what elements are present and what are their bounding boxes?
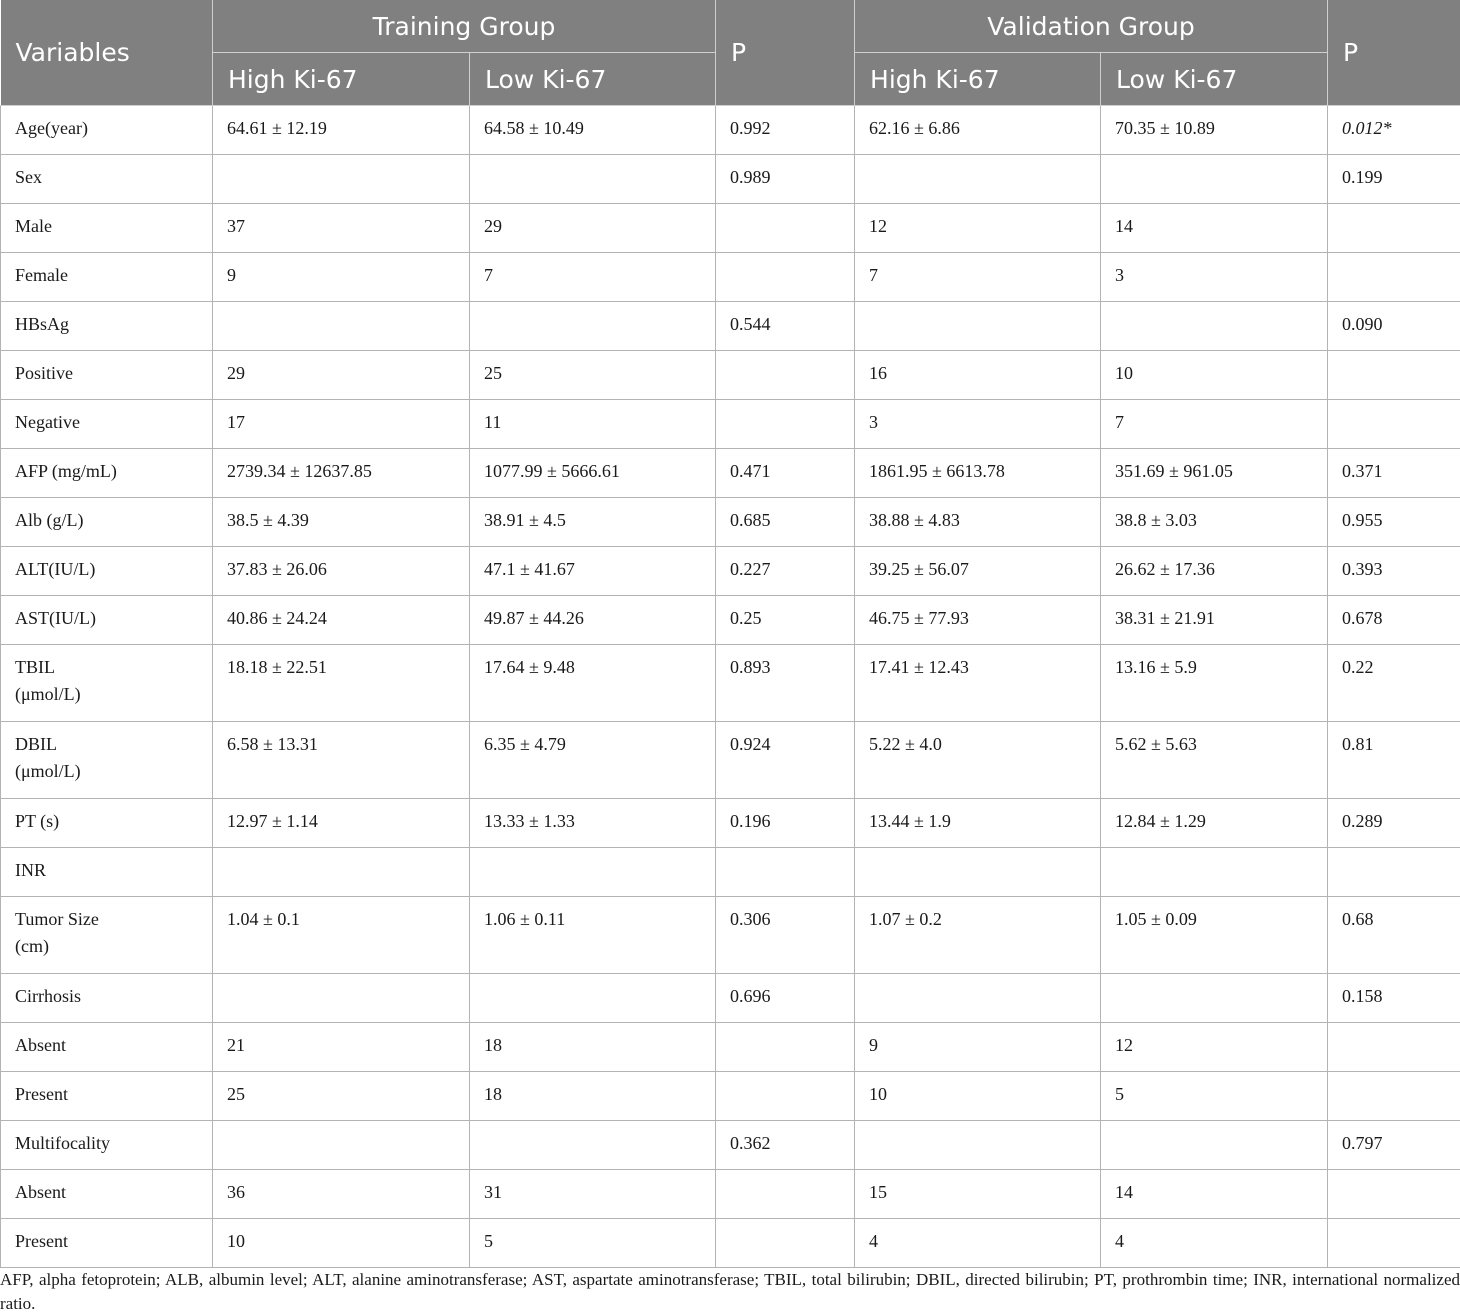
table-body: [1, 106, 1460, 1268]
variable-label-line1: TBIL: [15, 657, 55, 677]
header-p-training: P: [716, 0, 855, 106]
training-p-cell: 0.544: [716, 302, 855, 351]
training-low-cell: 7: [470, 253, 716, 302]
validation-p-cell: 0.199: [1328, 155, 1460, 204]
variable-cell: Sex: [1, 155, 213, 204]
training-p-cell: 0.227: [716, 547, 855, 596]
validation-high-cell: [855, 155, 1101, 204]
variable-cell: Absent: [1, 1170, 213, 1219]
table-row: [1, 848, 1460, 897]
table-row: [1, 155, 1460, 204]
training-high-cell: 12.97 ± 1.14: [213, 799, 470, 848]
training-p-cell: 0.471: [716, 449, 855, 498]
validation-p-cell: [1328, 204, 1460, 253]
training-p-cell: 0.306: [716, 897, 855, 974]
training-high-cell: 64.61 ± 12.19: [213, 106, 470, 155]
validation-p-cell: [1328, 1219, 1460, 1268]
header-training-group: Training Group: [213, 0, 716, 53]
validation-high-cell: 62.16 ± 6.86: [855, 106, 1101, 155]
validation-p-cell: 0.090: [1328, 302, 1460, 351]
training-p-cell: 0.696: [716, 974, 855, 1023]
training-high-cell: 10: [213, 1219, 470, 1268]
training-p-cell: [716, 1170, 855, 1219]
training-p-cell: 0.989: [716, 155, 855, 204]
training-high-cell: 37.83 ± 26.06: [213, 547, 470, 596]
training-low-cell: 5: [470, 1219, 716, 1268]
variable-cell: Alb (g/L): [1, 498, 213, 547]
validation-high-cell: 7: [855, 253, 1101, 302]
table-row: [1, 106, 1460, 155]
training-low-cell: 47.1 ± 41.67: [470, 547, 716, 596]
training-high-cell: [213, 302, 470, 351]
variable-cell: ALT(IU/L): [1, 547, 213, 596]
training-low-cell: 64.58 ± 10.49: [470, 106, 716, 155]
validation-p-cell: [1328, 1170, 1460, 1219]
validation-p-cell: 0.955: [1328, 498, 1460, 547]
validation-p-cell: 0.158: [1328, 974, 1460, 1023]
validation-p-cell: 0.22: [1328, 645, 1460, 722]
training-low-cell: 11: [470, 400, 716, 449]
validation-high-cell: 1.07 ± 0.2: [855, 897, 1101, 974]
table-row: [1, 400, 1460, 449]
validation-high-cell: 10: [855, 1072, 1101, 1121]
validation-p-cell: 0.678: [1328, 596, 1460, 645]
validation-high-cell: 16: [855, 351, 1101, 400]
variable-cell: HBsAg: [1, 302, 213, 351]
variable-cell: Female: [1, 253, 213, 302]
header-validation-group: Validation Group: [855, 0, 1328, 53]
training-low-cell: 17.64 ± 9.48: [470, 645, 716, 722]
validation-low-cell: 7: [1101, 400, 1328, 449]
variable-cell: AFP (mg/mL): [1, 449, 213, 498]
validation-low-cell: [1101, 974, 1328, 1023]
training-low-cell: 1.06 ± 0.11: [470, 897, 716, 974]
training-low-cell: 18: [470, 1023, 716, 1072]
training-high-cell: 21: [213, 1023, 470, 1072]
table-row: [1, 974, 1460, 1023]
validation-low-cell: 70.35 ± 10.89: [1101, 106, 1328, 155]
table-row: [1, 799, 1460, 848]
validation-high-cell: [855, 302, 1101, 351]
training-low-cell: 31: [470, 1170, 716, 1219]
validation-high-cell: 3: [855, 400, 1101, 449]
training-high-cell: 17: [213, 400, 470, 449]
training-low-cell: 25: [470, 351, 716, 400]
training-low-cell: [470, 155, 716, 204]
variable-cell: Cirrhosis: [1, 974, 213, 1023]
training-high-cell: [213, 848, 470, 897]
validation-high-cell: 1861.95 ± 6613.78: [855, 449, 1101, 498]
table-row: [1, 1170, 1460, 1219]
validation-low-cell: 38.31 ± 21.91: [1101, 596, 1328, 645]
training-low-cell: 29: [470, 204, 716, 253]
validation-low-cell: 1.05 ± 0.09: [1101, 897, 1328, 974]
validation-p-cell: 0.797: [1328, 1121, 1460, 1170]
variable-cell: Absent: [1, 1023, 213, 1072]
validation-high-cell: 46.75 ± 77.93: [855, 596, 1101, 645]
table-row: [1, 596, 1460, 645]
training-high-cell: 1.04 ± 0.1: [213, 897, 470, 974]
validation-p-cell: [1328, 1023, 1460, 1072]
validation-p-cell: [1328, 400, 1460, 449]
table-row: [1, 449, 1460, 498]
training-high-cell: 6.58 ± 13.31: [213, 722, 470, 799]
header-validation-high: High Ki-67: [855, 53, 1101, 106]
table-row: [1, 645, 1460, 722]
variable-cell: Male: [1, 204, 213, 253]
table-footnote: AFP, alpha fetoprotein; ALB, albumin level; ALT, alanine aminotransferase; AST, aspartate aminotransferase; TBIL, total bilirubin; DBIL, directed bilirubin; PT, prothrombin time; INR, international normalized ratio.: [0, 1268, 1460, 1316]
training-p-cell: [716, 204, 855, 253]
validation-low-cell: 13.16 ± 5.9: [1101, 645, 1328, 722]
variable-cell: INR: [1, 848, 213, 897]
validation-high-cell: 17.41 ± 12.43: [855, 645, 1101, 722]
training-low-cell: [470, 848, 716, 897]
validation-high-cell: 39.25 ± 56.07: [855, 547, 1101, 596]
variable-cell: AST(IU/L): [1, 596, 213, 645]
training-high-cell: 29: [213, 351, 470, 400]
training-low-cell: [470, 1121, 716, 1170]
validation-low-cell: 4: [1101, 1219, 1328, 1268]
training-low-cell: 6.35 ± 4.79: [470, 722, 716, 799]
validation-p-cell: 0.371: [1328, 449, 1460, 498]
training-high-cell: 2739.34 ± 12637.85: [213, 449, 470, 498]
validation-low-cell: 14: [1101, 1170, 1328, 1219]
validation-low-cell: [1101, 848, 1328, 897]
validation-p-cell: [1328, 351, 1460, 400]
variable-cell: Present: [1, 1219, 213, 1268]
variable-label-line1: DBIL: [15, 734, 57, 754]
validation-low-cell: 14: [1101, 204, 1328, 253]
validation-low-cell: [1101, 1121, 1328, 1170]
validation-p-cell: 0.393: [1328, 547, 1460, 596]
validation-p-cell: [1328, 253, 1460, 302]
validation-low-cell: 12: [1101, 1023, 1328, 1072]
variable-cell: Age(year): [1, 106, 213, 155]
variable-cell: [1, 645, 213, 722]
validation-high-cell: [855, 1121, 1101, 1170]
training-p-cell: 0.25: [716, 596, 855, 645]
training-low-cell: 13.33 ± 1.33: [470, 799, 716, 848]
table-row: [1, 547, 1460, 596]
variable-cell: Multifocality: [1, 1121, 213, 1170]
header-training-high: High Ki-67: [213, 53, 470, 106]
validation-low-cell: 5.62 ± 5.63: [1101, 722, 1328, 799]
training-high-cell: [213, 1121, 470, 1170]
training-low-cell: [470, 302, 716, 351]
training-high-cell: 25: [213, 1072, 470, 1121]
header-validation-low: Low Ki-67: [1101, 53, 1328, 106]
table-row: [1, 253, 1460, 302]
validation-high-cell: 12: [855, 204, 1101, 253]
variable-cell: PT (s): [1, 799, 213, 848]
training-high-cell: 9: [213, 253, 470, 302]
header-training-low: Low Ki-67: [470, 53, 716, 106]
variable-label-line1: Tumor Size: [15, 909, 99, 929]
validation-p-cell: [1328, 1072, 1460, 1121]
validation-p-cell: 0.81: [1328, 722, 1460, 799]
training-low-cell: 49.87 ± 44.26: [470, 596, 716, 645]
training-p-cell: 0.893: [716, 645, 855, 722]
training-low-cell: [470, 974, 716, 1023]
variable-cell: [1, 722, 213, 799]
validation-low-cell: 12.84 ± 1.29: [1101, 799, 1328, 848]
validation-high-cell: 4: [855, 1219, 1101, 1268]
training-p-cell: 0.685: [716, 498, 855, 547]
training-high-cell: 36: [213, 1170, 470, 1219]
training-high-cell: 38.5 ± 4.39: [213, 498, 470, 547]
variable-label-line2: (μmol/L): [15, 761, 81, 781]
validation-low-cell: [1101, 155, 1328, 204]
validation-low-cell: 10: [1101, 351, 1328, 400]
training-p-cell: [716, 1072, 855, 1121]
training-high-cell: [213, 974, 470, 1023]
table-row: [1, 351, 1460, 400]
training-high-cell: [213, 155, 470, 204]
training-p-cell: 0.992: [716, 106, 855, 155]
validation-high-cell: 15: [855, 1170, 1101, 1219]
validation-high-cell: 13.44 ± 1.9: [855, 799, 1101, 848]
validation-p-cell: 0.289: [1328, 799, 1460, 848]
validation-low-cell: [1101, 302, 1328, 351]
validation-high-cell: 9: [855, 1023, 1101, 1072]
validation-low-cell: 351.69 ± 961.05: [1101, 449, 1328, 498]
validation-high-cell: [855, 974, 1101, 1023]
validation-p-cell: 0.68: [1328, 897, 1460, 974]
training-p-cell: 0.362: [716, 1121, 855, 1170]
training-high-cell: 37: [213, 204, 470, 253]
training-p-cell: [716, 351, 855, 400]
header-variables: Variables: [1, 0, 213, 106]
table-row: [1, 1072, 1460, 1121]
validation-p-cell: [1328, 848, 1460, 897]
training-high-cell: 18.18 ± 22.51: [213, 645, 470, 722]
variable-cell: Negative: [1, 400, 213, 449]
table-row: [1, 1121, 1460, 1170]
table-row: [1, 302, 1460, 351]
training-p-cell: [716, 1219, 855, 1268]
validation-high-cell: [855, 848, 1101, 897]
training-low-cell: 18: [470, 1072, 716, 1121]
table-row: [1, 1023, 1460, 1072]
training-p-cell: 0.196: [716, 799, 855, 848]
training-p-cell: [716, 848, 855, 897]
table-row: [1, 722, 1460, 799]
training-p-cell: 0.924: [716, 722, 855, 799]
validation-high-cell: 5.22 ± 4.0: [855, 722, 1101, 799]
table-row: [1, 897, 1460, 974]
table-row: [1, 1219, 1460, 1268]
header-p-validation: P: [1328, 0, 1460, 106]
training-p-cell: [716, 253, 855, 302]
variable-cell: [1, 897, 213, 974]
validation-low-cell: 3: [1101, 253, 1328, 302]
training-p-cell: [716, 1023, 855, 1072]
table-row: [1, 204, 1460, 253]
variable-label-line2: (cm): [15, 936, 49, 956]
validation-p-cell: 0.012*: [1328, 106, 1460, 155]
training-high-cell: 40.86 ± 24.24: [213, 596, 470, 645]
training-low-cell: 1077.99 ± 5666.61: [470, 449, 716, 498]
validation-low-cell: 26.62 ± 17.36: [1101, 547, 1328, 596]
validation-high-cell: 38.88 ± 4.83: [855, 498, 1101, 547]
training-p-cell: [716, 400, 855, 449]
validation-low-cell: 5: [1101, 1072, 1328, 1121]
variable-cell: Positive: [1, 351, 213, 400]
training-low-cell: 38.91 ± 4.5: [470, 498, 716, 547]
variable-label-line2: (μmol/L): [15, 684, 81, 704]
variable-cell: Present: [1, 1072, 213, 1121]
table-row: [1, 498, 1460, 547]
validation-low-cell: 38.8 ± 3.03: [1101, 498, 1328, 547]
